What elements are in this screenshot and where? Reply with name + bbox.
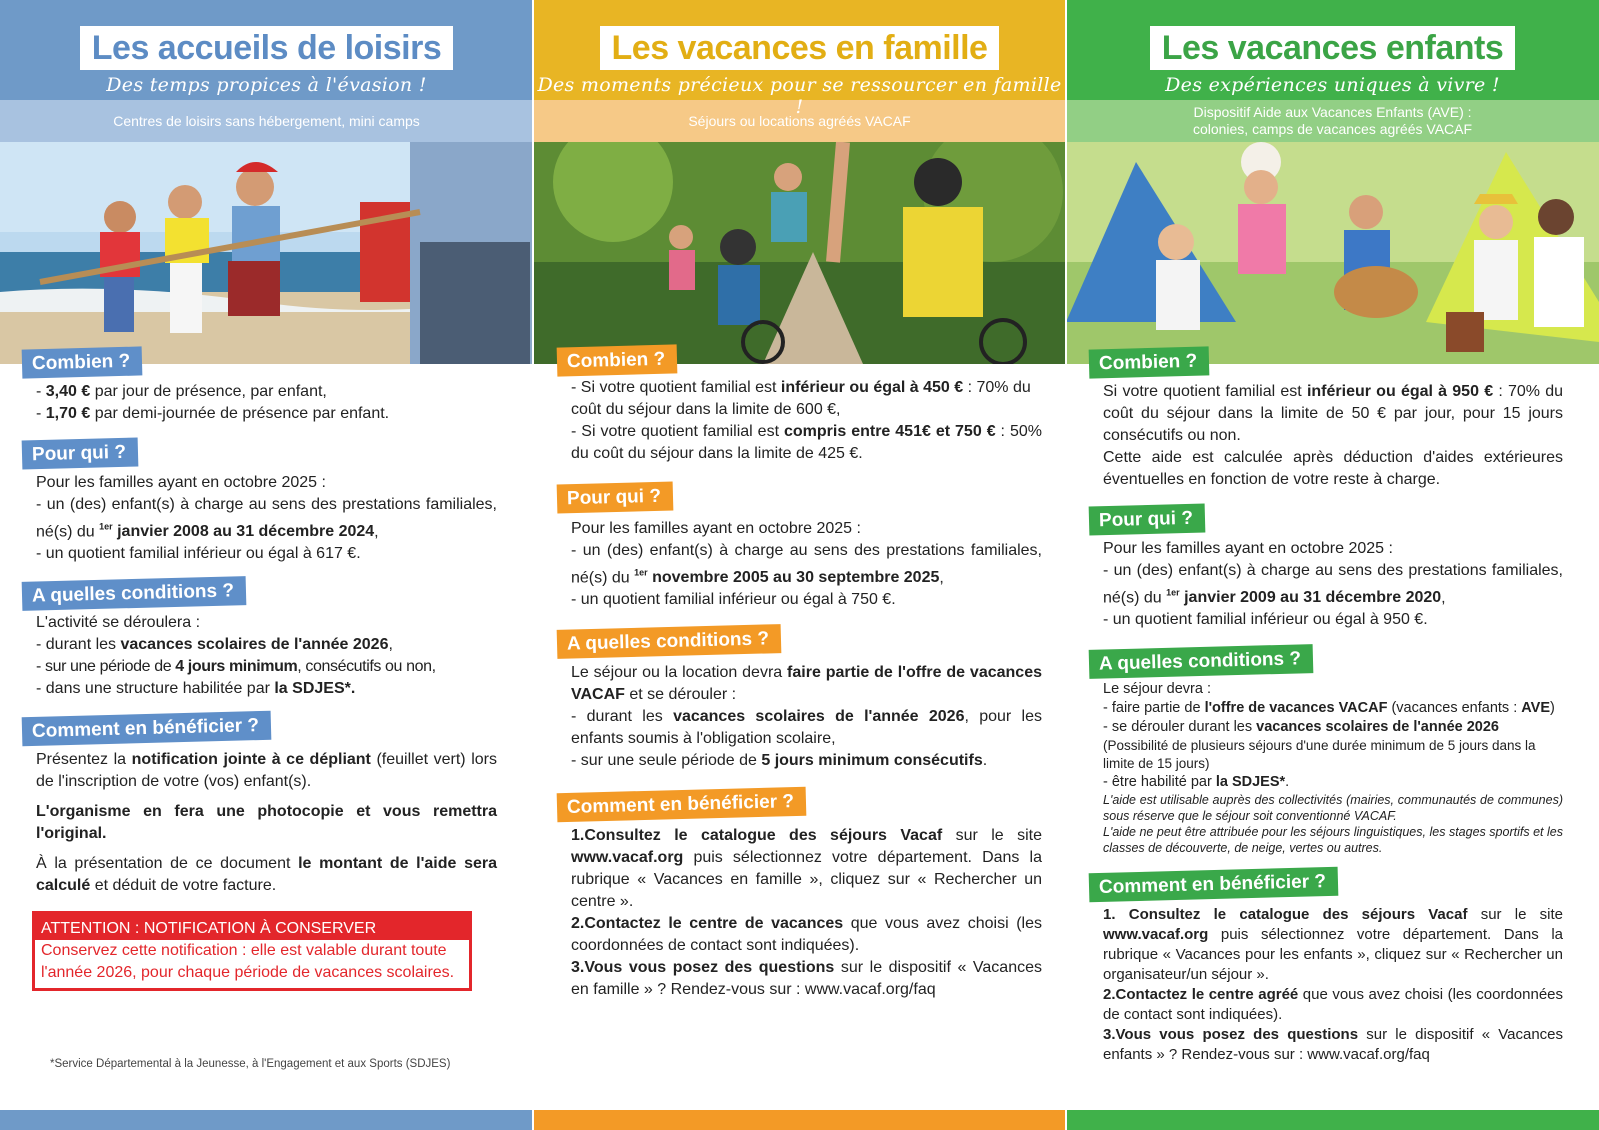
cond-intro: L'activité se déroulera :	[36, 614, 201, 632]
footnote: *Service Départemental à la Jeunesse, à l'Engagement et aux Sports (SDJES)	[50, 1058, 451, 1070]
photo-kids-camping	[1066, 142, 1599, 364]
comment-para-3: À la présentation de ce document le montant de l'aide sera calculé et déduit de votre facture.	[36, 855, 497, 895]
cond-para-1: Le séjour ou la location devra faire partie de l'offre de vacances VACAF et se dérouler :	[571, 664, 1042, 704]
cond-line-3: - être habilité par la SDJES*.	[1103, 774, 1290, 791]
comment-step-1: 1. Consultez le catalogue des séjours Vacaf sur le site www.vacaf.org puis sélectionnez votre département. Dans la rubrique « Vacances pour les enfants », cliquez sur « Rechercher un organisateur/un séjour ».	[1103, 906, 1563, 984]
section-heading-comment: Comment en bénéficier ?	[22, 711, 272, 747]
band-line-1: Dispositif Aide aux Vacances Enfants (AVE) :	[1193, 104, 1472, 120]
section-heading-conditions: A quelles conditions ?	[1089, 644, 1314, 679]
section-heading-pour-qui: Pour qui ?	[22, 437, 139, 469]
column-accueils-loisirs	[0, 0, 533, 1130]
subtitle-band: Centres de loisirs sans hébergement, mini camps	[0, 100, 533, 142]
cond-intro: Le séjour devra :	[1103, 681, 1212, 698]
pourqui-line-2: - un quotient familial inférieur ou égal à 617 €.	[36, 545, 361, 563]
section-heading-comment: Comment en bénéficier ?	[1089, 867, 1339, 903]
cond-line-2: - se dérouler durant les vacances scolaires de l'année 2026	[1103, 719, 1500, 736]
column-title: Les accueils de loisirs	[80, 26, 453, 70]
combien-para-2: - Si votre quotient familial est compris entre 451€ et 750 € : 50% du coût du séjour dans la limite de 425 €.	[571, 423, 1042, 462]
comment-step-3: 3.Vous vous posez des questions sur le dispositif « Vacances enfants » ? Rendez-vous sur : www.vacaf.org/faq	[1103, 1026, 1564, 1064]
pourqui-line-2: - un quotient familial inférieur ou égal à 750 €.	[571, 591, 896, 609]
pourqui-line-1: - un (des) enfant(s) à charge au sens des prestations familiales, né(s) du $^{1er}$ novembre 2005 au 30 septembre 2025,	[571, 542, 1042, 587]
comment-step-3: 3.Vous vous posez des questions sur le dispositif « Vacances en famille » ? Rendez-vous sur : www.vacaf.org/faq	[571, 959, 1042, 999]
tagline: Des temps propices à l'évasion !	[106, 74, 427, 96]
content	[0, 348, 533, 991]
cond-line-1: - durant les vacances scolaires de l'année 2026,	[36, 636, 393, 654]
pourqui-line-1: - un (des) enfant(s) à charge au sens des prestations familiales, né(s) du $^{1er}$ janvier 2009 au 31 décembre 2020,	[1103, 562, 1563, 607]
cond-italic-1: L'aide est utilisable auprès des collectivités (mairies, communautés de communes) sous réserve que le séjour soit conventionné VACAF.	[1103, 793, 1563, 824]
section-heading-comment: Comment en bénéficier ?	[557, 787, 807, 823]
column-divider	[1065, 0, 1067, 1130]
section-heading-combien: Combien ?	[22, 346, 143, 378]
bottom-bar	[533, 1110, 1066, 1130]
section-heading-conditions: A quelles conditions ?	[557, 624, 782, 659]
combien-line-1: - 3,40 € par jour de présence, par enfant,	[36, 383, 327, 400]
comment-para-1: Présentez la notification jointe à ce dépliant (feuillet vert) lors de l'inscription de votre (vos) enfant(s).	[36, 751, 497, 791]
attention-text: Conservez cette notification : elle est valable durant toute l'année 2026, pour chaque période de vacances scolaires.	[41, 942, 455, 982]
comment-step-2: 2.Contactez le centre de vacances que vous avez choisi (les coordonnées de contact sont indiquées).	[571, 915, 1043, 955]
header	[0, 0, 533, 100]
content	[1066, 348, 1599, 1065]
combien-para-2: Cette aide est calculée après déduction d'aides extérieures éventuelles en fonction de votre reste à charge.	[1103, 449, 1563, 488]
cond-para-3: - sur une seule période de 5 jours minimum consécutifs.	[571, 752, 988, 770]
header	[1066, 0, 1599, 100]
attention-heading: ATTENTION : NOTIFICATION À CONSERVER	[35, 914, 469, 940]
section-heading-pour-qui: Pour qui ?	[557, 481, 674, 513]
photo-family-cycling	[533, 142, 1066, 364]
column-vacances-famille	[533, 0, 1066, 1130]
cond-para-2: - durant les vacances scolaires de l'année 2026, pour les enfants soumis à l'obligation scolaire,	[571, 708, 1043, 748]
combien-line-2: - 1,70 € par demi-journée de présence par enfant.	[36, 405, 390, 422]
photo-kids-tug-of-war	[0, 142, 533, 364]
bottom-bar	[1066, 1110, 1599, 1130]
pourqui-intro: Pour les familles ayant en octobre 2025 :	[36, 474, 326, 491]
band-line-2: colonies, camps de vacances agréés VACAF	[1192, 121, 1473, 137]
pourqui-intro: Pour les familles ayant en octobre 2025 :	[1103, 540, 1393, 557]
column-divider	[532, 0, 534, 1130]
section-heading-conditions: A quelles conditions ?	[22, 576, 247, 611]
comment-step-2: 2.Contactez le centre agréé que vous avez choisi (les coordonnées de contact sont indiquées).	[1103, 986, 1563, 1024]
comment-para-2: L'organisme en fera une photocopie et vous remettra l'original.	[36, 803, 497, 843]
section-heading-combien: Combien ?	[557, 344, 678, 376]
section-heading-pour-qui: Pour qui ?	[1089, 503, 1206, 535]
cond-note: (Possibilité de plusieurs séjours d'une durée minimum de 5 jours dans la limite de 15 jours)	[1103, 738, 1536, 772]
column-title: Les vacances enfants	[1150, 26, 1516, 70]
content	[533, 346, 1066, 1001]
subtitle-band	[1066, 100, 1599, 142]
tagline: Des moments précieux pour se ressourcer en famille !	[537, 74, 1062, 118]
cond-line-3: - dans une structure habilitée par la SDJES*.	[36, 680, 356, 698]
bottom-bar	[0, 1110, 533, 1130]
combien-para-1: Si votre quotient familial est inférieur ou égal à 950 € : 70% du coût du séjour dans la limite de 50 € par jour, pour 15 jours consécutifs ou non.	[1103, 383, 1564, 444]
cond-line-1: - faire partie de l'offre de vacances VACAF (vacances enfants : AVE)	[1103, 700, 1555, 717]
section-heading-combien: Combien ?	[1089, 346, 1210, 378]
pourqui-line-1: - un (des) enfant(s) à charge au sens des prestations familiales, né(s) du $^{1er}$ janvier 2008 au 31 décembre 2024,	[36, 496, 497, 541]
column-title: Les vacances en famille	[600, 26, 1000, 70]
subtitle-band: Séjours ou locations agréés VACAF	[533, 100, 1066, 142]
header	[533, 0, 1066, 118]
cond-italic-2: L'aide ne peut être attribuée pour les séjours linguistiques, les stages sportifs et les classes de découverte, de neige, vertes ou autres.	[1103, 825, 1563, 856]
cond-line-2: - sur une période de 4 jours minimum, consécutifs ou non,	[36, 658, 436, 676]
tagline: Des expériences uniques à vivre !	[1165, 74, 1500, 96]
pourqui-line-2: - un quotient familial inférieur ou égal à 950 €.	[1103, 611, 1428, 629]
comment-step-1: 1.Consultez le catalogue des séjours Vacaf sur le site www.vacaf.org puis sélectionnez votre département. Dans la rubrique « Vacances en famille », cliquez sur « Rechercher un centre ».	[571, 827, 1043, 911]
column-vacances-enfants	[1066, 0, 1599, 1130]
combien-para-1: - Si votre quotient familial est inférieur ou égal à 450 € : 70% du coût du séjour dans la limite de 600 €,	[571, 379, 1031, 418]
attention-box	[32, 911, 472, 991]
pourqui-intro: Pour les familles ayant en octobre 2025 :	[571, 520, 861, 537]
